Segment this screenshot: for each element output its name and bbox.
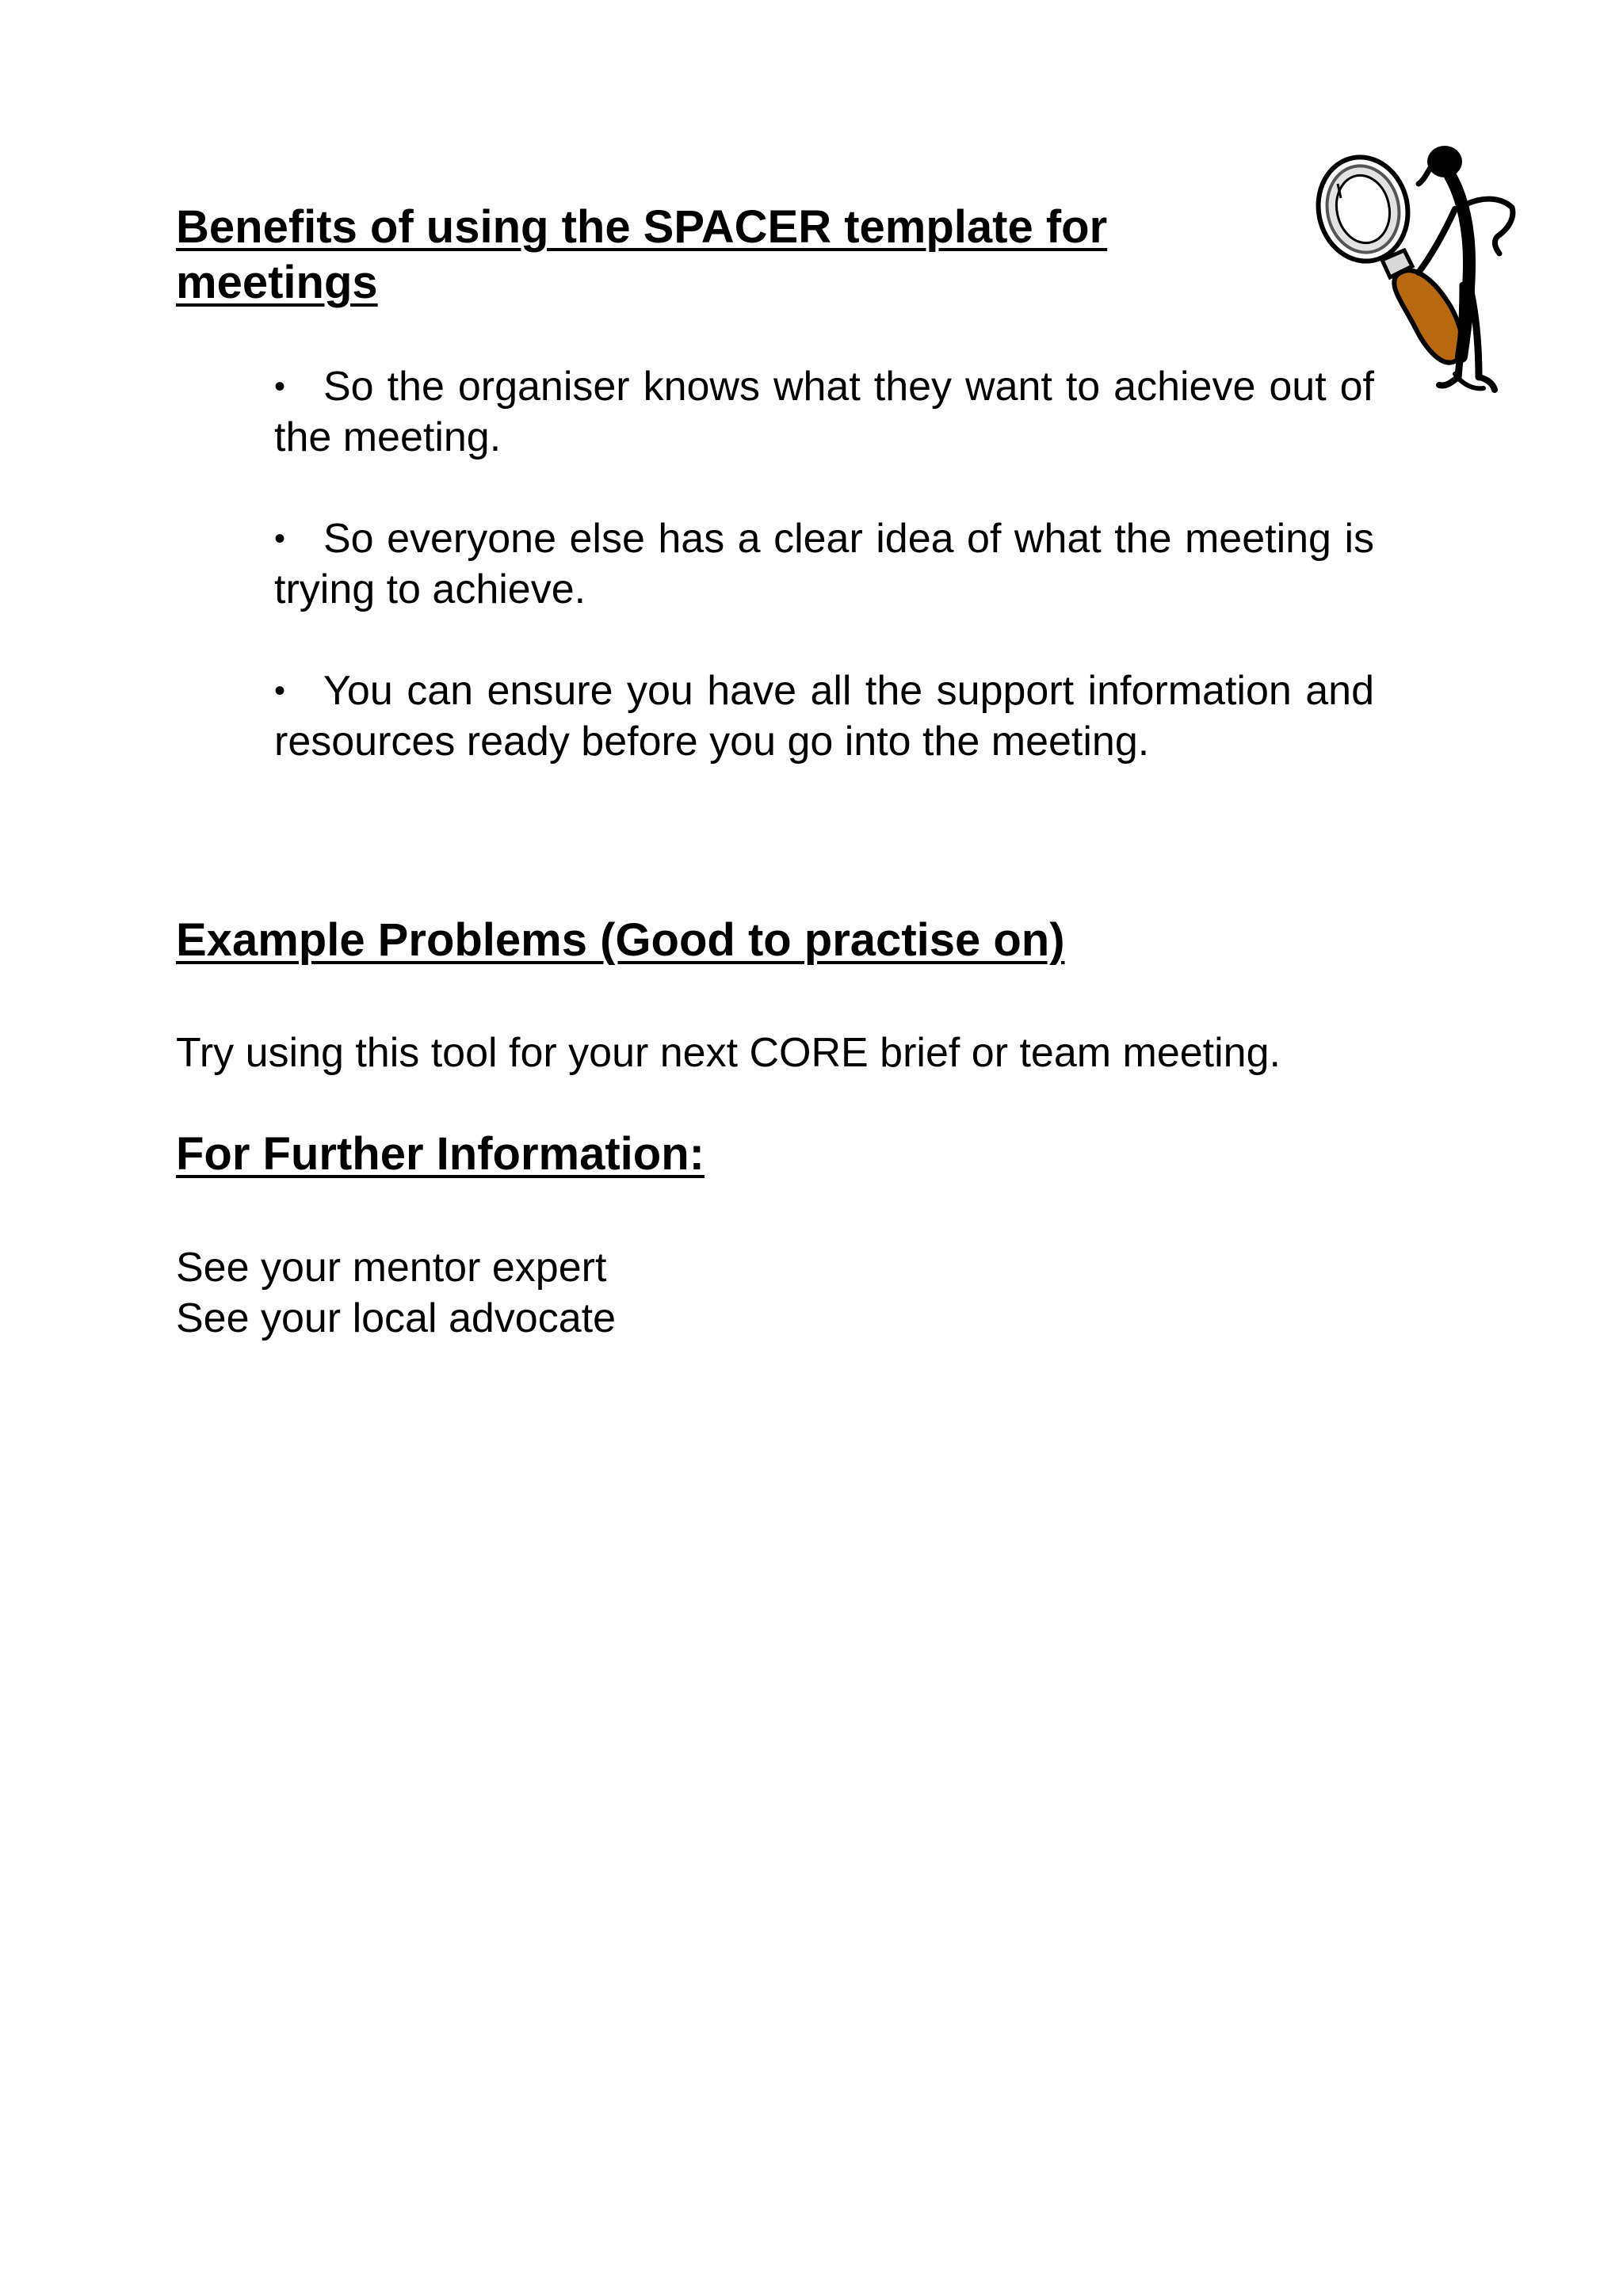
bullet-text: You can ensure you have all the support information and resources ready before you go into the meeting. <box>274 668 1374 765</box>
further-line-advocate: See your local advocate <box>176 1295 617 1341</box>
bullet-icon: • <box>274 369 286 404</box>
bullet-icon: • <box>274 673 286 708</box>
further-information-heading: For Further Information: <box>176 1128 705 1180</box>
further-information-text <box>176 1242 616 1344</box>
bullet-icon: • <box>274 521 286 556</box>
example-problems-heading: Example Problems (Good to practise on) <box>176 914 1065 966</box>
further-line-mentor: See your mentor expert <box>176 1245 607 1291</box>
bullet-text: So the organiser knows what they want to achieve out of the meeting. <box>274 364 1374 460</box>
benefits-heading: Benefits of using the SPACER template for meetings <box>176 201 1108 308</box>
bullet-text: So everyone else has a clear idea of what the meeting is trying to achieve. <box>274 516 1374 612</box>
list-item <box>274 513 1374 615</box>
list-item <box>274 361 1374 463</box>
benefits-list <box>274 361 1374 818</box>
list-item <box>274 666 1374 767</box>
example-problems-text: Try using this tool for your next CORE brief or team meeting. <box>176 1030 1281 1076</box>
